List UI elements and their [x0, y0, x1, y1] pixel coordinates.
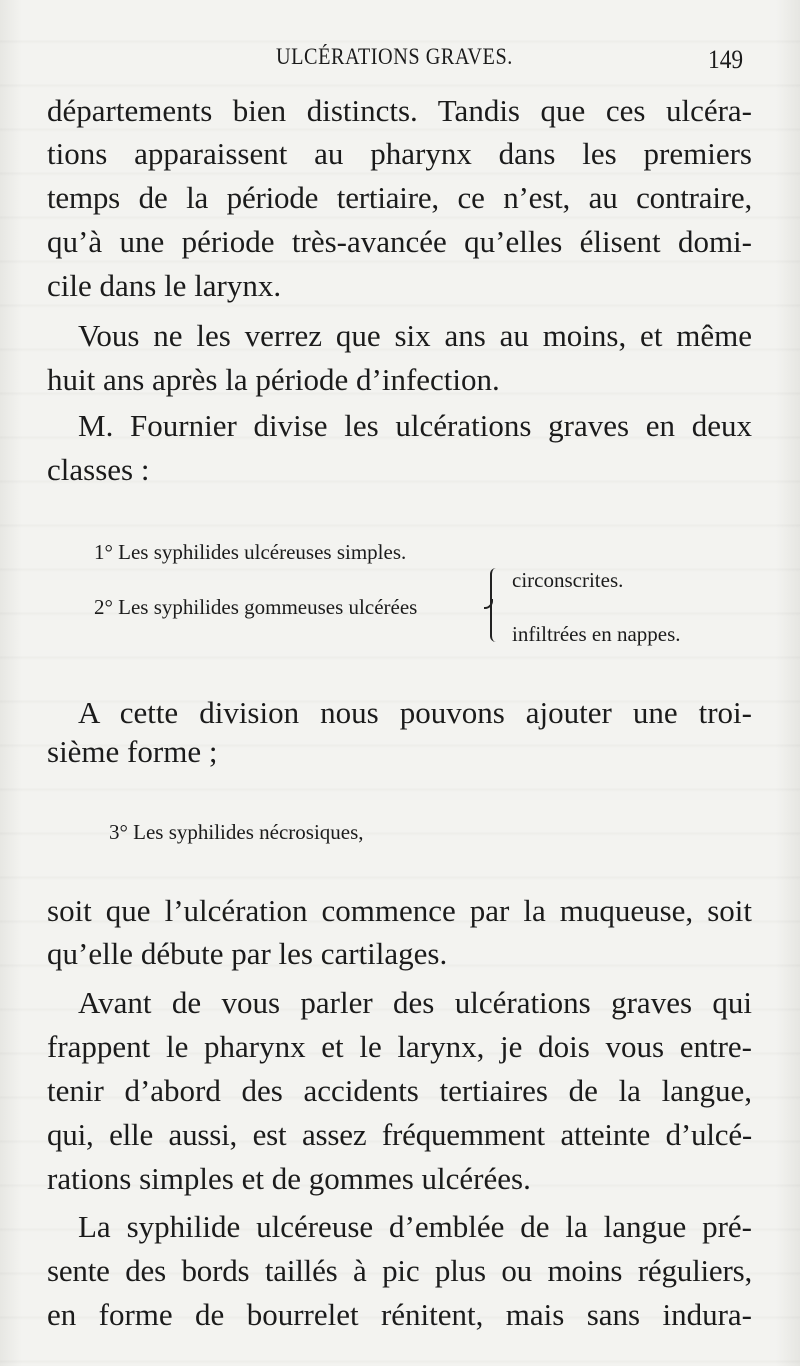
page-header — [0, 44, 800, 84]
paragraph-7-line-3: en forme de bourrelet rénitent, mais sans indura- — [47, 1297, 752, 1332]
paragraph-7-line-1: La syphilide ulcéreuse d’emblée de la langue pré- — [78, 1209, 752, 1244]
paragraph-1-line-3: temps de la période tertiaire, ce n’est, au contraire, — [47, 180, 752, 215]
paragraph-1-line-2: tions apparaissent au pharynx dans les premiers — [47, 136, 752, 171]
classification-item-2-sub-2: infiltrées en nappes. — [512, 622, 681, 646]
paragraph-4-line-1: A cette division nous pouvons ajouter une troi- — [78, 695, 752, 730]
paragraph-6-line-4: qui, elle aussi, est assez fréquemment atteinte d’ulcé- — [47, 1117, 752, 1152]
paragraph-1-line-5: cile dans le larynx. — [47, 268, 282, 303]
classification-item-1: 1° Les syphilides ulcéreuses simples. — [94, 540, 407, 564]
paragraph-1-line-4: qu’à une période très-avancée qu’elles élisent domi- — [47, 224, 752, 259]
running-title: ULCÉRATIONS GRAVES. — [276, 44, 513, 69]
paragraph-6-line-1: Avant de vous parler des ulcérations graves qui — [78, 985, 752, 1020]
paragraph-3-line-2: classes : — [47, 452, 150, 487]
paragraph-7-line-2: sente des bords taillés à pic plus ou moins réguliers, — [47, 1253, 752, 1288]
classification-item-2: 2° Les syphilides gommeuses ulcérées — [94, 595, 418, 619]
page-number: 149 — [708, 45, 744, 74]
paragraph-5-line-1: soit que l’ulcération commence par la muqueuse, soit — [47, 893, 752, 928]
classification-brace — [490, 568, 502, 642]
paragraph-2-line-1: Vous ne les verrez que six ans au moins, et même — [78, 318, 752, 353]
paragraph-6-line-5: rations simples et de gommes ulcérées. — [47, 1161, 531, 1196]
classification-item-3: 3° Les syphilides nécrosiques, — [109, 820, 364, 844]
paragraph-2-line-2: huit ans après la période d’infection. — [47, 362, 500, 397]
paragraph-1-line-1: départements bien distincts. Tandis que ces ulcéra- — [47, 93, 752, 128]
paragraph-6-line-3: tenir d’abord des accidents tertiaires de la langue, — [47, 1073, 752, 1108]
paragraph-5-line-2: qu’elle débute par les cartilages. — [47, 936, 448, 971]
paragraph-3-line-1: M. Fournier divise les ulcérations graves en deux — [78, 408, 752, 443]
paragraph-6-line-2: frappent le pharynx et le larynx, je dois vous entre- — [47, 1029, 752, 1064]
paragraph-4-line-2: sième forme ; — [47, 734, 218, 769]
classification-item-2-sub-1: circonscrites. — [512, 568, 624, 592]
